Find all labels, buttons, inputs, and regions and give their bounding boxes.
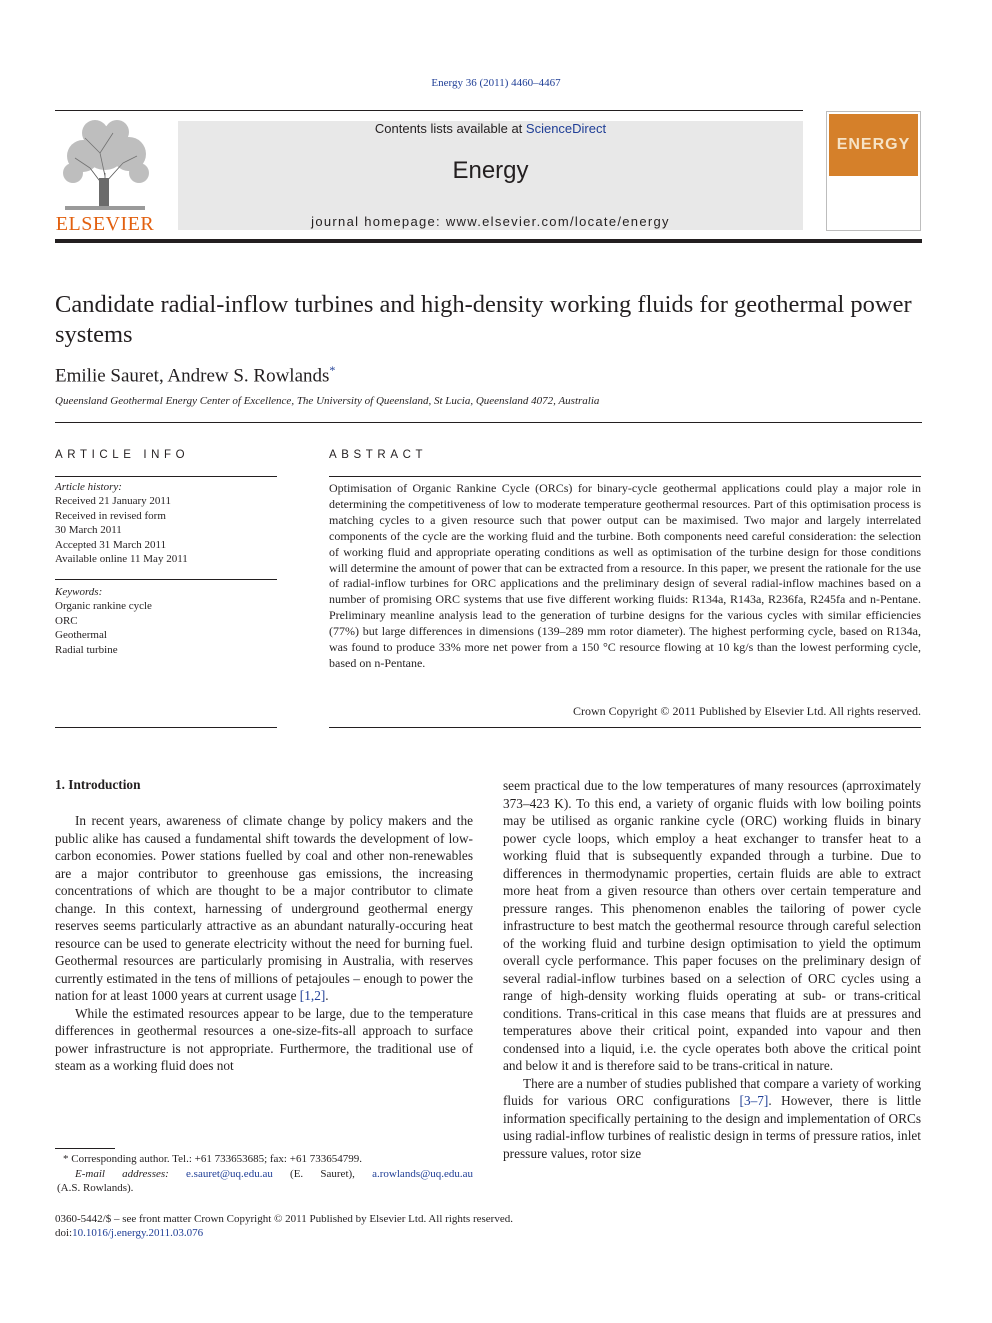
citation-ref[interactable]: [3–7] [739,1093,769,1108]
article-info-heading: ARTICLE INFO [55,449,190,461]
contents-prefix: Contents lists available at [374,121,526,136]
keyword-item: Radial turbine [55,643,118,656]
article-info-rule-top [55,476,277,477]
contents-line [178,121,803,136]
article-info-rule-bottom [55,727,277,728]
footnote-rule [55,1148,115,1149]
footnote [55,1152,473,1196]
keywords [55,585,277,657]
paragraph-text: There are a number of studies published that compare a variety of working fluids for various ORC configurations [503,1075,921,1108]
history-item: Available online 11 May 2011 [55,553,188,566]
email-link-sauret[interactable]: e.sauret@uq.edu.au [186,1167,273,1180]
keyword-item: Organic rankine cycle [55,600,152,613]
elsevier-wordmark: ELSEVIER [55,213,155,235]
doi-prefix: doi: [55,1227,73,1240]
paragraph [55,812,473,1005]
header-top-rule [55,110,803,111]
issn-line: 0360-5442/$ – see front matter Crown Copyright © 2011 Published by Elsevier Ltd. All rights reserved. [55,1213,513,1225]
abstract-text: Optimisation of Organic Rankine Cycle (ORCs) for binary-cycle geothermal applications could play a major role in determining the competitiveness of low to moderate temperature geothermal resources. Part of this optimisation process is matching cycles to a given resource such that power output can be maximised. Two major and largely interrelated components of the cycle are the working fluid and the turbine. Both components need careful consideration: the selection of working fluid and appropriate operating conditions as well as optimisation of the turbine design for those conditions will determine the amount of power that can be extracted from a resource. In this paper, we present the rationale for the use of radial-inflow turbines for ORC applications and the preliminary design of several radial-inflow machines based on a number of promising ORC systems that use five different working fluids: R134a, R143a, R236fa, R245fa and n-Pentane. Preliminary meanline analysis lead to the generation of turbine designs for the various cycles with similar efficiencies (77%) but large differences in dimensions (139–289 mm rotor diameter). The highest performing cycle, based on R134a, was found to produce 33% more net power from a 150 °C resource flowing at 10 kg/s than the lowest performing cycle, based on n-Pentane. [329,481,921,670]
keywords-label: Keywords: [55,586,103,598]
title-separator [55,422,922,423]
author-affiliation: Queensland Geothermal Energy Center of Excellence, The University of Queensland, St Lucia, Queensland 4072, Australia [55,395,600,407]
article-history [55,480,277,566]
journal-cover-thumbnail[interactable] [826,111,921,231]
elsevier-tree-icon [55,118,155,213]
article-authors [55,363,335,387]
journal-homepage[interactable]: journal homepage: www.elsevier.com/locate/energy [311,214,670,229]
history-item: Received 21 January 2011 [55,495,171,508]
history-item: Received in revised form [55,509,166,522]
doi-link[interactable]: 10.1016/j.energy.2011.03.076 [72,1227,204,1240]
paragraph: While the estimated resources appear to be large, due to the temperature differences in geothermal resources a one-size-fits-all approach to surface power infrastructure is not appropriate. Furthermore, the traditional use of steam as a working fluid does not [55,1005,473,1073]
paragraph-text: In recent years, awareness of climate change by policy makers and the public alike has caused a fundamental shift towards the development of low-carbon economies. Power stations fuelled by coal and other non-renewables are a major contributor to greenhouse gas emissions, the increasing concentrations of which are thought to be a major contributor to climate change. In this context, harnessing of underground geothermal energy reserves seems particularly attractive as an abundant naturally-occuring heat resource can be used to generate electricity without the need for burning fuel. Geothermal resources are particularly promising in Australia, with reserves currently estimated in the tens of millions of petajoules – enough to power the nation for at least 1000 years at current usage [55,813,473,1003]
keyword-item: ORC [55,614,78,627]
corresponding-author-mark[interactable]: * [329,363,336,377]
elsevier-logo [55,118,155,236]
body-left-column [55,812,473,1075]
paragraph-text: . [325,988,329,1003]
keywords-rule [55,579,277,580]
doi-line [55,1226,925,1240]
abstract-rule-bottom [329,727,921,728]
cover-title: ENERGY [836,136,911,153]
email-link-rowlands[interactable]: a.rowlands@uq.edu.au [372,1167,473,1180]
history-label: Article history: [55,481,122,493]
body-right-column [503,777,921,1162]
email-owner-rowlands: (A.S. Rowlands). [57,1182,134,1194]
sciencedirect-link[interactable]: ScienceDirect [525,121,607,136]
abstract-copyright: Crown Copyright © 2011 Published by Elsevier Ltd. All rights reserved. [573,704,921,718]
journal-name: Energy [452,157,529,184]
corresponding-author-note: * Corresponding author. Tel.: +61 733653685; fax: +61 733654799. [63,1153,362,1165]
abstract-heading: ABSTRACT [329,449,428,461]
article-title: Candidate radial-inflow turbines and high-density working fluids for geothermal power systems [55,291,912,348]
email-owner: (E. Sauret), [272,1167,373,1180]
email-line [55,1167,473,1182]
paragraph [503,1075,921,1163]
history-item: Accepted 31 March 2011 [55,538,167,551]
keyword-item: Geothermal [55,629,107,642]
abstract-rule-top [329,476,921,477]
journal-citation[interactable]: Energy 36 (2011) 4460–4467 [431,77,561,89]
paragraph: seem practical due to the low temperatures of many resources (aprroximately 373–423 K). To this end, a variety of organic fluids with low boiling points may be utilised as organic rankine cycle (ORC) working fluids in binary power cycle loops, which employ a heat exchanger to transfer heat to a working fluid that is subsequently expanded through a turbine. Due to differences in thermodynamic properties, certain fluids are able to extract more heat from a given resource than others over certain temperature and pressure ranges. This phenomenon enables the tailoring of power cycle infrastructure to best match the geothermal resource through careful selection of the working fluid and turbine design optimisation to yield the optimum overall cycle performance. This paper focuses on the preliminary design of several radial-inflow turbines based on a selection of ORC cycles using a range of high-density working fluids operating at sub- or trans-critical conditions. Trans-critical in this case means that fluids are at pressures and temperatures above their critical point, expanded into vapour and then condensed into a liquid, i.e. the cycle operates both above the critical point and below it and is therefore said to be trans-critical in nature. [503,778,921,1073]
history-item: 30 March 2011 [55,524,122,537]
author-names: Emilie Sauret, Andrew S. Rowlands [55,365,330,387]
header-bottom-rule [55,239,922,243]
citation-ref[interactable]: [1,2] [299,988,326,1003]
paragraph-text: . However, there is little information specifically pertaining to the design and implementation of ORCs using radial-inflow turbines of realistic design in terms of pressure ratios, inlet pressure values, rotor size [503,1093,921,1161]
email-label: E-mail addresses: [75,1167,187,1180]
section-title-introduction: 1. Introduction [55,777,141,792]
page-footer [55,1212,925,1241]
